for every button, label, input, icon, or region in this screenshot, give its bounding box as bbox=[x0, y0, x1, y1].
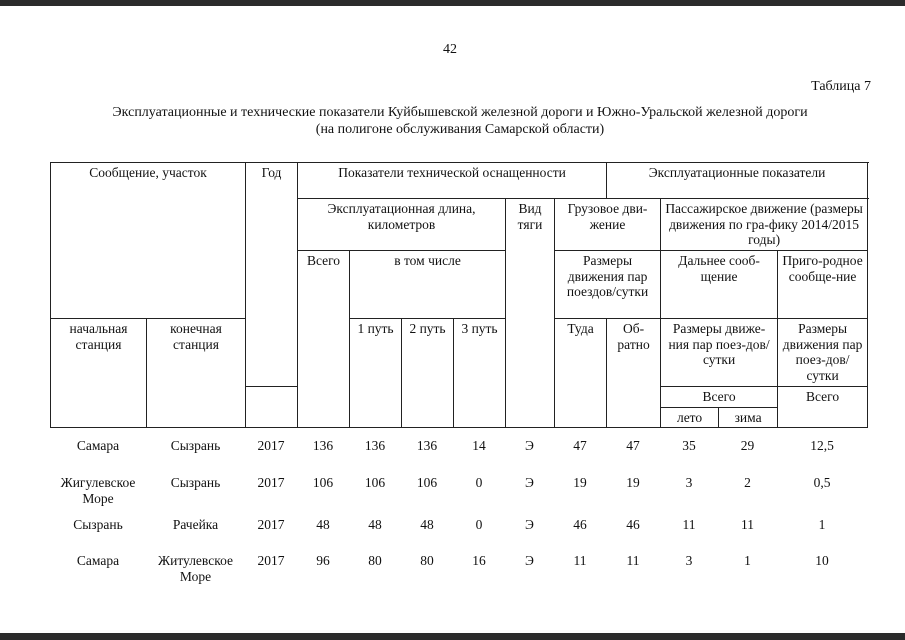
cell-start: Самара bbox=[76, 438, 120, 453]
cell-suburban: 0,5 bbox=[813, 475, 831, 490]
header-total-blank bbox=[298, 319, 350, 428]
header-ld-sizes: Размеры движе-ния пар поез-дов/сутки bbox=[661, 319, 778, 387]
cell-winter: 29 bbox=[740, 438, 755, 453]
cell-year: 2017 bbox=[257, 553, 285, 568]
cell-track-3: 0 bbox=[475, 475, 483, 490]
cell-end: Сызрань bbox=[170, 475, 221, 490]
header-traction: Вид тяги bbox=[506, 199, 555, 387]
header-summer: лето bbox=[661, 407, 719, 428]
cell-track-1: 80 bbox=[368, 553, 382, 568]
header-there: Туда bbox=[555, 319, 607, 428]
title-line-1: Эксплуатационные и технические показатели Куйбышевской железной дороги и Южно-Уральской железной дороги bbox=[112, 105, 808, 120]
cell-track-3: 14 bbox=[472, 438, 486, 453]
cell-track-2: 136 bbox=[416, 438, 438, 453]
cell-start: Сызрань bbox=[73, 517, 123, 532]
cell-suburban: 10 bbox=[815, 553, 829, 568]
cell-track-2: 106 bbox=[416, 475, 438, 490]
bottom-border bbox=[0, 633, 905, 640]
cell-there: 11 bbox=[573, 553, 587, 568]
cell-back: 19 bbox=[626, 475, 640, 490]
header-track-1: 1 путь bbox=[350, 319, 402, 428]
cell-track-1: 48 bbox=[368, 517, 382, 532]
cell-track-2: 80 bbox=[420, 553, 434, 568]
header-suburban: Приго-родное сообще-ние bbox=[778, 251, 868, 319]
table-row bbox=[50, 438, 867, 475]
cell-traction: Э bbox=[525, 553, 534, 568]
table-row bbox=[50, 475, 867, 517]
data-table bbox=[50, 438, 867, 590]
cell-there: 46 bbox=[573, 517, 587, 532]
cell-track-3: 16 bbox=[472, 553, 486, 568]
header-end-station: конечная станция bbox=[147, 319, 246, 428]
table-title bbox=[40, 104, 880, 138]
cell-winter: 2 bbox=[744, 475, 751, 490]
cell-total: 136 bbox=[312, 438, 334, 453]
header-table bbox=[50, 162, 868, 428]
header-total: Всего bbox=[298, 251, 350, 319]
header-freight: Грузовое дви-жение bbox=[555, 199, 661, 251]
cell-back: 11 bbox=[626, 553, 640, 568]
cell-summer: 35 bbox=[682, 438, 696, 453]
cell-year: 2017 bbox=[257, 475, 285, 490]
cell-winter: 11 bbox=[741, 517, 754, 532]
cell-there: 19 bbox=[573, 475, 587, 490]
cell-year: 2017 bbox=[257, 517, 285, 532]
cell-end: Сызрань bbox=[170, 438, 221, 453]
cell-track-1: 136 bbox=[364, 438, 386, 453]
cell-summer: 11 bbox=[682, 517, 696, 532]
header-passenger: Пассажирское движение (размеры движения по гра-фику 2014/2015 годы) bbox=[661, 199, 868, 251]
header-sub-sizes: Размеры движения пар поез-дов/сутки bbox=[778, 319, 868, 387]
header-tech: Показатели технической оснащенности bbox=[298, 163, 607, 199]
title-line-2: (на полигоне обслуживания Самарской области) bbox=[315, 122, 605, 137]
header-ld-total: Всего bbox=[661, 387, 778, 408]
header-back: Об-ратно bbox=[607, 319, 661, 428]
cell-suburban: 12,5 bbox=[810, 438, 834, 453]
header-including: в том числе bbox=[350, 251, 506, 319]
header-sub-total: Всего bbox=[778, 387, 868, 428]
cell-end: Рачейка bbox=[172, 517, 219, 532]
cell-summer: 3 bbox=[685, 553, 693, 568]
header-route: Сообщение, участок bbox=[51, 163, 246, 319]
header-year: Год bbox=[246, 163, 298, 387]
page-number: 42 bbox=[443, 42, 457, 57]
cell-winter: 1 bbox=[744, 553, 751, 568]
cell-end: Житулевское Море bbox=[158, 553, 233, 584]
cell-year: 2017 bbox=[257, 438, 285, 453]
cell-traction: Э bbox=[525, 475, 534, 490]
cell-track-1: 106 bbox=[364, 475, 386, 490]
cell-total: 106 bbox=[312, 475, 334, 490]
cell-traction: Э bbox=[525, 517, 534, 532]
header-track-3: 3 путь bbox=[454, 319, 506, 428]
header-traction-blank bbox=[506, 387, 555, 428]
cell-traction: Э bbox=[525, 438, 534, 453]
table-row bbox=[50, 517, 867, 553]
cell-track-3: 0 bbox=[475, 517, 483, 532]
cell-total: 96 bbox=[316, 553, 330, 568]
cell-there: 47 bbox=[573, 438, 587, 453]
cell-back: 47 bbox=[626, 438, 640, 453]
header-length: Эксплуатационная длина, километров bbox=[298, 199, 506, 251]
cell-start: Самара bbox=[76, 553, 120, 568]
cell-suburban: 1 bbox=[818, 517, 826, 532]
header-winter: зима bbox=[719, 407, 778, 428]
header-year-blank bbox=[246, 387, 298, 428]
cell-track-2: 48 bbox=[420, 517, 434, 532]
header-start-station: начальная станция bbox=[51, 319, 147, 428]
cell-back: 46 bbox=[626, 517, 640, 532]
cell-start: Жигулевское Море bbox=[60, 475, 136, 506]
top-border bbox=[0, 0, 905, 6]
header-track-2: 2 путь bbox=[402, 319, 454, 428]
cell-total: 48 bbox=[316, 517, 330, 532]
header-exploit: Эксплуатационные показатели bbox=[607, 163, 868, 199]
table-row bbox=[50, 553, 867, 590]
cell-summer: 3 bbox=[685, 475, 693, 490]
header-long-distance: Дальнее сооб-щение bbox=[661, 251, 778, 319]
header-freight-sizes: Размеры движения пар поездов/сутки bbox=[555, 251, 661, 319]
table-number: Таблица 7 bbox=[811, 79, 871, 94]
